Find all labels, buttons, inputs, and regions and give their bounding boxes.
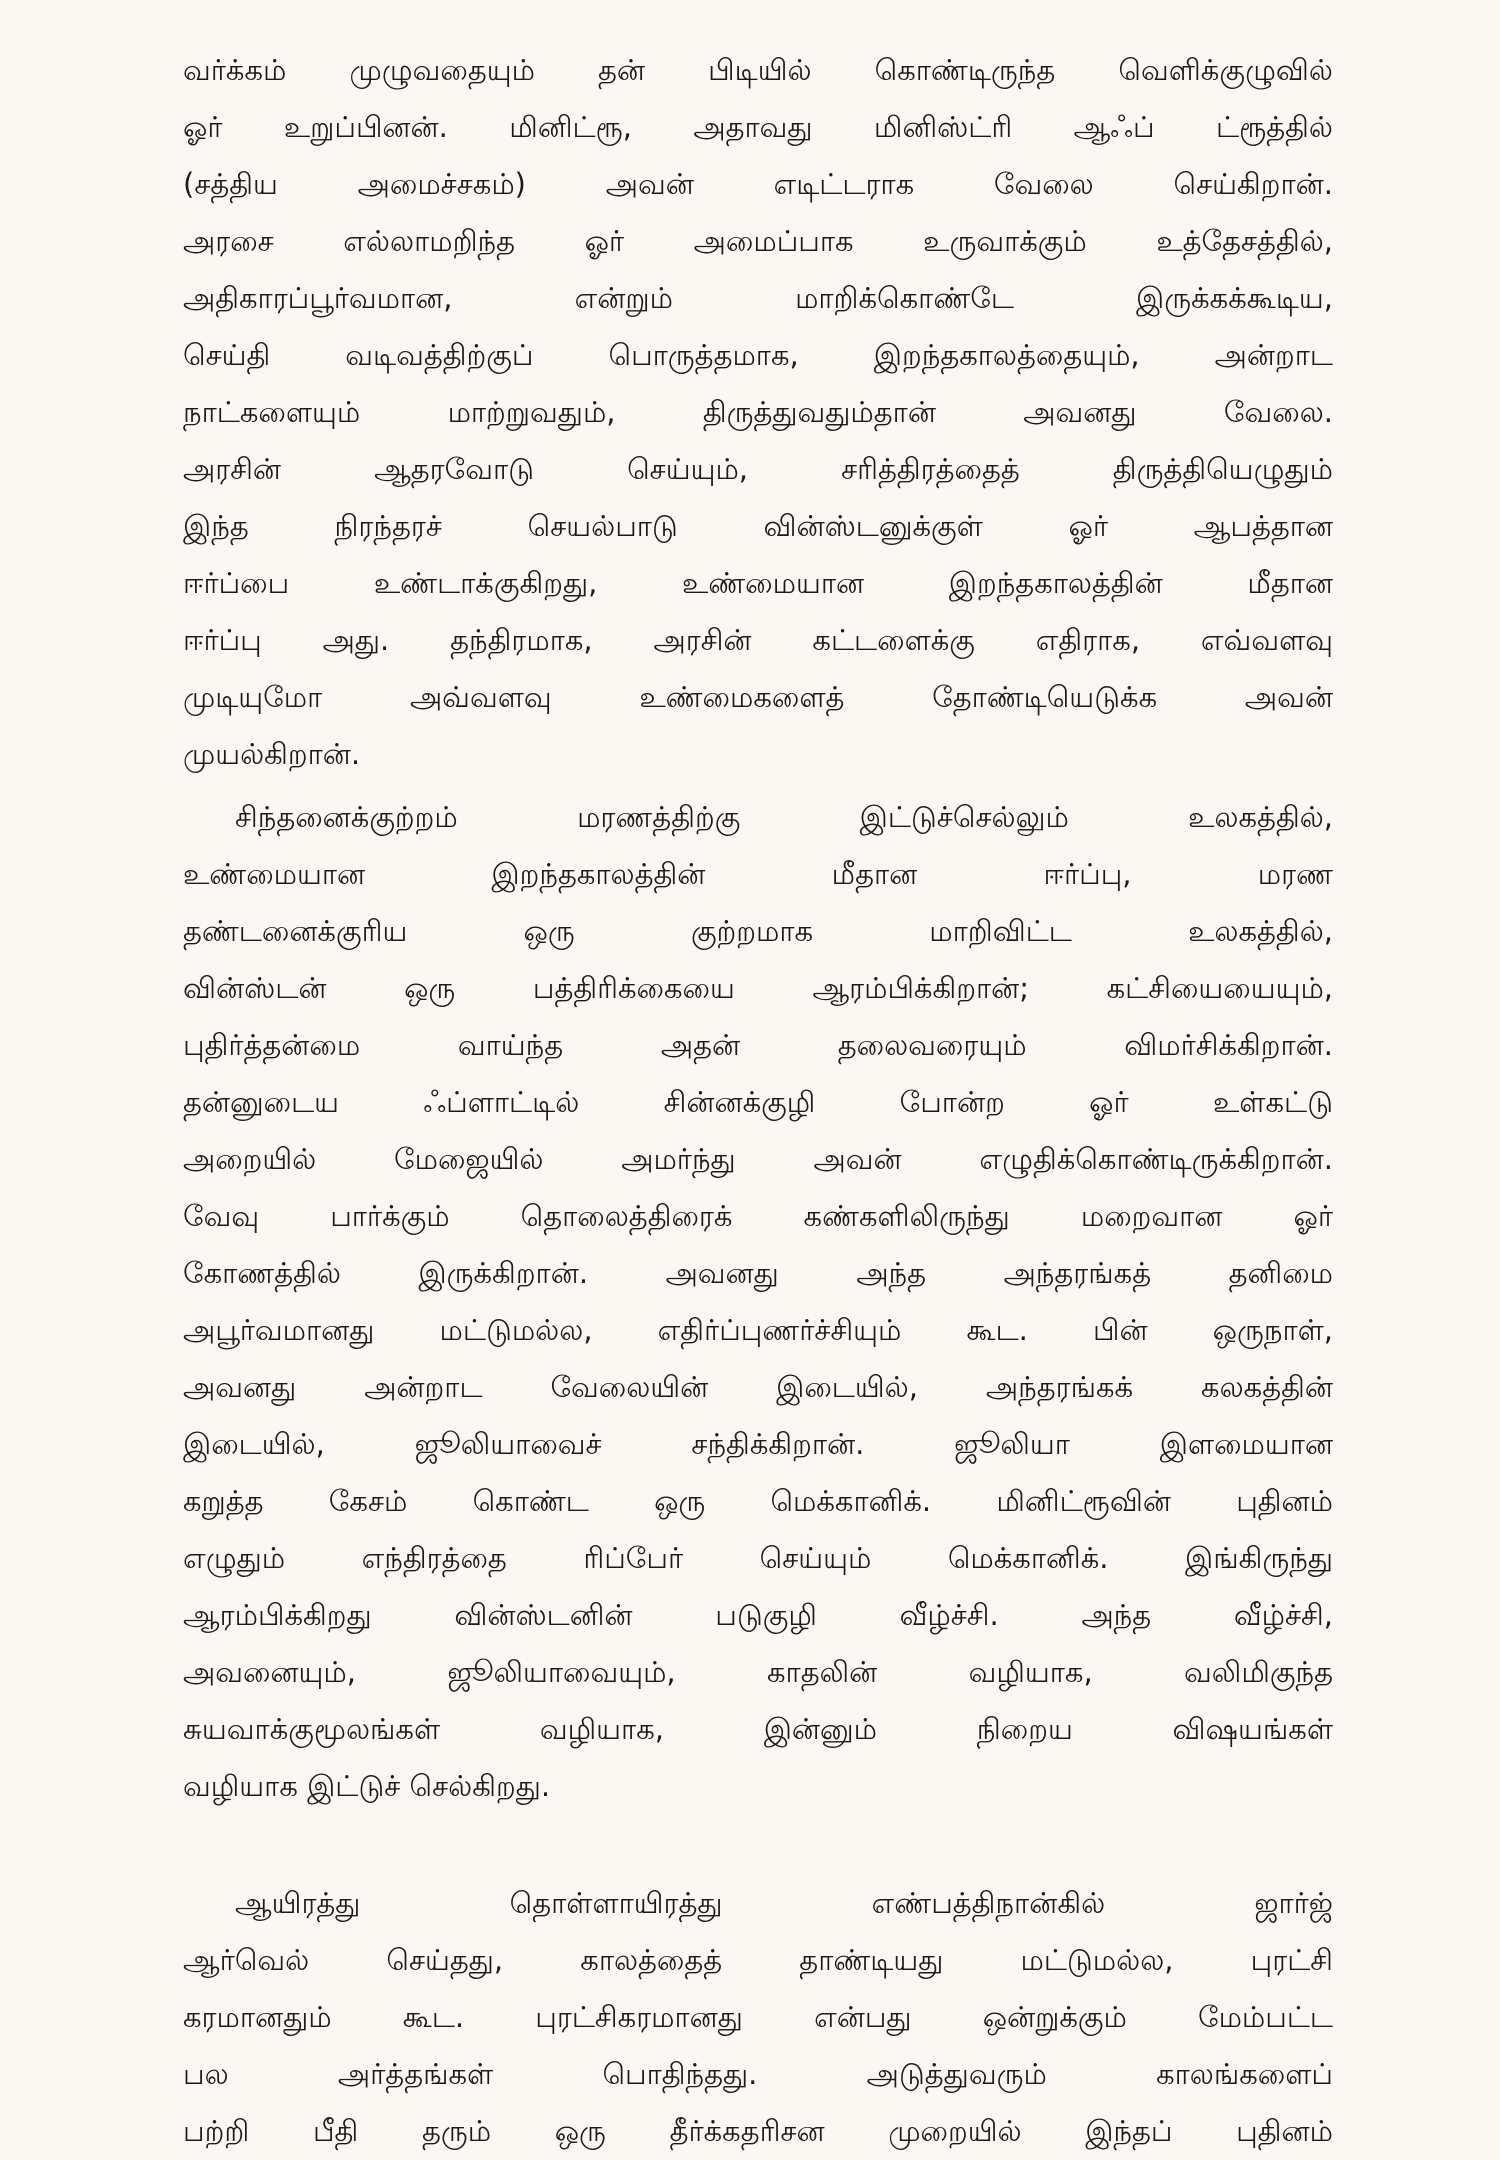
text-line: தன்னுடைய ஃப்ளாட்டில் சின்னக்குழி போன்ற ஓர் உள்கட்டு bbox=[183, 1085, 1333, 1119]
paragraph-1 bbox=[183, 42, 1333, 783]
text-line: பல அர்த்தங்கள் பொதிந்தது. அடுத்துவரும் காலங்களைப் bbox=[183, 2057, 1333, 2091]
text-line: அறையில் மேஜையில் அமர்ந்து அவன் எழுதிக்கொண்டிருக்கிறான். bbox=[183, 1142, 1333, 1176]
page-text bbox=[183, 42, 1333, 2160]
text-line: வழியாக இட்டுச் செல்கிறது. bbox=[183, 1769, 551, 1803]
text-line: ஆயிரத்து தொள்ளாயிரத்து எண்பத்திநான்கில் ஜார்ஜ் bbox=[235, 1886, 1333, 1920]
text-line: கரமானதும் கூட. புரட்சிகரமானது என்பது ஒன்றுக்கும் மேம்பட்ட bbox=[183, 2000, 1333, 2034]
text-line: இந்த நிரந்தரச் செயல்பாடு வின்ஸ்டனுக்குள் ஓர் ஆபத்தான bbox=[183, 509, 1333, 543]
text-line: கோணத்தில் இருக்கிறான். அவனது அந்த அந்தரங்கத் தனிமை bbox=[183, 1256, 1333, 1290]
text-line: ஈர்ப்பை உண்டாக்குகிறது, உண்மையான இறந்தகாலத்தின் மீதான bbox=[183, 566, 1333, 600]
text-line: ஓர் உறுப்பினன். மினிட்ரூ, அதாவது மினிஸ்ட்ரி ஆஃப் ட்ரூத்தில் bbox=[183, 110, 1333, 144]
text-line: நாட்களையும் மாற்றுவதும், திருத்துவதும்தான் அவனது வேலை. bbox=[183, 395, 1333, 429]
text-line: எழுதும் எந்திரத்தை ரிப்பேர் செய்யும் மெக்கானிக். இங்கிருந்து bbox=[183, 1541, 1333, 1575]
text-line: வின்ஸ்டன் ஒரு பத்திரிக்கையை ஆரம்பிக்கிறான்; கட்சியையையும், bbox=[183, 971, 1333, 1005]
text-line: முயல்கிறான். bbox=[183, 737, 361, 771]
text-line: அதிகாரப்பூர்வமான, என்றும் மாறிக்கொண்டே இருக்கக்கூடிய, bbox=[183, 281, 1333, 315]
text-line: ஆர்வெல் செய்தது, காலத்தைத் தாண்டியது மட்டுமல்ல, புரட்சி bbox=[183, 1943, 1333, 1977]
text-line: ஈர்ப்பு அது. தந்திரமாக, அரசின் கட்டளைக்கு எதிராக, எவ்வளவு bbox=[183, 623, 1333, 657]
text-line: கறுத்த கேசம் கொண்ட ஒரு மெக்கானிக். மினிட்ரூவின் புதினம் bbox=[183, 1484, 1333, 1518]
text-line: முடியுமோ அவ்வளவு உண்மைகளைத் தோண்டியெடுக்க அவன் bbox=[183, 680, 1333, 714]
text-line: அரசின் ஆதரவோடு செய்யும், சரித்திரத்தைத் திருத்தியெழுதும் bbox=[183, 452, 1333, 486]
text-line: உண்மையான இறந்தகாலத்தின் மீதான ஈர்ப்பு, மரண bbox=[183, 857, 1333, 891]
text-line: சிந்தனைக்குற்றம் மரணத்திற்கு இட்டுச்செல்லும் உலகத்தில், bbox=[235, 800, 1333, 834]
text-line: அபூர்வமானது மட்டுமல்ல, எதிர்ப்புணர்ச்சியும் கூட. பின் ஒருநாள், bbox=[183, 1313, 1333, 1347]
text-line: வர்க்கம் முழுவதையும் தன் பிடியில் கொண்டிருந்த வெளிக்குழுவில் bbox=[183, 53, 1333, 87]
text-line: இடையில், ஜூலியாவைச் சந்திக்கிறான். ஜூலியா இளமையான bbox=[183, 1427, 1333, 1461]
text-line: அரசை எல்லாமறிந்த ஓர் அமைப்பாக உருவாக்கும் உத்தேசத்தில், bbox=[183, 224, 1333, 258]
paragraph-2 bbox=[183, 789, 1333, 1815]
text-line: ஆரம்பிக்கிறது வின்ஸ்டனின் படுகுழி வீழ்ச்சி. அந்த வீழ்ச்சி, bbox=[183, 1598, 1333, 1632]
text-line: அவனையும், ஜூலியாவையும், காதலின் வழியாக, வலிமிகுந்த bbox=[183, 1655, 1333, 1689]
text-line: வேவு பார்க்கும் தொலைத்திரைக் கண்களிலிருந்து மறைவான ஓர் bbox=[183, 1199, 1333, 1233]
text-line: சுயவாக்குமூலங்கள் வழியாக, இன்னும் நிறைய விஷயங்கள் bbox=[183, 1712, 1333, 1746]
text-line: (சத்திய அமைச்சகம்) அவன் எடிட்டராக வேலை செய்கிறான். bbox=[183, 167, 1333, 201]
text-line: அவனது அன்றாட வேலையின் இடையில், அந்தரங்கக் கலகத்தின் bbox=[183, 1370, 1333, 1404]
text-line: புதிர்த்தன்மை வாய்ந்த அதன் தலைவரையும் விமர்சிக்கிறான். bbox=[183, 1028, 1333, 1062]
text-line: செய்தி வடிவத்திற்குப் பொருத்தமாக, இறந்தகாலத்தையும், அன்றாட bbox=[183, 338, 1333, 372]
text-line: பற்றி பீதி தரும் ஒரு தீர்க்கதரிசன முறையில் இந்தப் புதினம் bbox=[183, 2114, 1333, 2148]
paragraph-3 bbox=[183, 1875, 1333, 2160]
text-line: தண்டனைக்குரிய ஒரு குற்றமாக மாறிவிட்ட உலகத்தில், bbox=[183, 914, 1333, 948]
